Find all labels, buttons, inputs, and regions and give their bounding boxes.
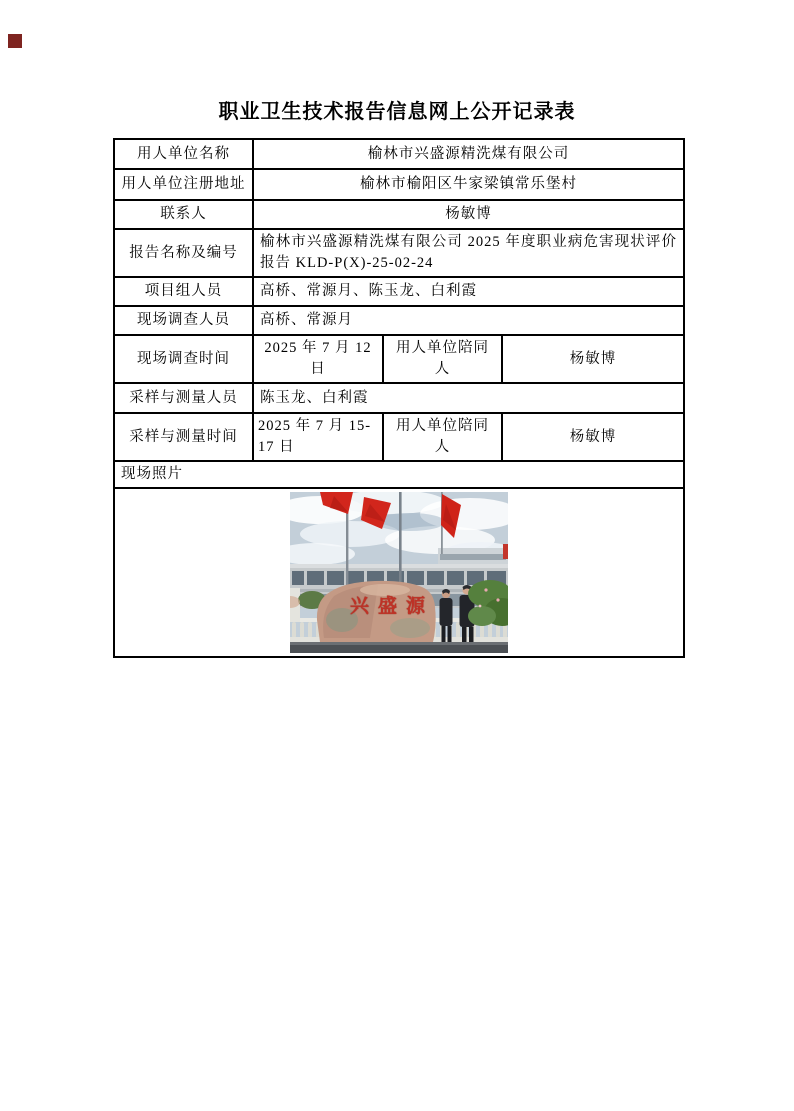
- table-row: [114, 229, 684, 277]
- row-label: 用人单位注册地址: [114, 169, 253, 200]
- photo-cell: [114, 488, 684, 657]
- table-row: [114, 139, 684, 169]
- corner-mark: [8, 34, 22, 48]
- row-label: 用人单位名称: [114, 139, 253, 169]
- row-value: 陈玉龙、白利霞: [253, 383, 684, 413]
- site-photo-scene: [290, 492, 508, 653]
- table-row: [114, 169, 684, 200]
- row-label: 项目组人员: [114, 277, 253, 306]
- row-value: 高桥、常源月、陈玉龙、白利霞: [253, 277, 684, 306]
- row-value: 榆林市榆阳区牛家梁镇常乐堡村: [253, 169, 684, 200]
- page-title: 职业卫生技术报告信息网上公开记录表: [218, 101, 576, 123]
- table-row: [114, 488, 684, 657]
- row-label: 现场调查时间: [114, 335, 253, 383]
- row-value: 杨敏博: [253, 200, 684, 229]
- row-label: 报告名称及编号: [114, 229, 253, 277]
- photo-section-label: 现场照片: [114, 461, 684, 488]
- table-row: [114, 306, 684, 335]
- row-value-date: 2025 年 7 月 15-17 日: [253, 413, 383, 461]
- row-label: 采样与测量时间: [114, 413, 253, 461]
- table-row: [114, 383, 684, 413]
- row-label: 联系人: [114, 200, 253, 229]
- row-label: 采样与测量人员: [114, 383, 253, 413]
- site-photo: [290, 492, 508, 653]
- stone-inscription: 兴盛源: [349, 596, 434, 617]
- escort-label: 用人单位陪同人: [383, 413, 502, 461]
- escort-label: 用人单位陪同人: [383, 335, 502, 383]
- table-row: [114, 335, 684, 383]
- table-row: [114, 200, 684, 229]
- row-value: 榆林市兴盛源精洗煤有限公司 2025 年度职业病危害现状评价报告 KLD-P(X)-25-02-24: [253, 229, 684, 277]
- record-table: [113, 138, 685, 658]
- table-row: [114, 461, 684, 488]
- row-value: 榆林市兴盛源精洗煤有限公司: [253, 139, 684, 169]
- escort-name: 杨敏博: [502, 413, 684, 461]
- row-value-date: 2025 年 7 月 12 日: [253, 335, 383, 383]
- escort-name: 杨敏博: [502, 335, 684, 383]
- table-row: [114, 277, 684, 306]
- row-value: 高桥、常源月: [253, 306, 684, 335]
- table-row: [114, 413, 684, 461]
- row-label: 现场调查人员: [114, 306, 253, 335]
